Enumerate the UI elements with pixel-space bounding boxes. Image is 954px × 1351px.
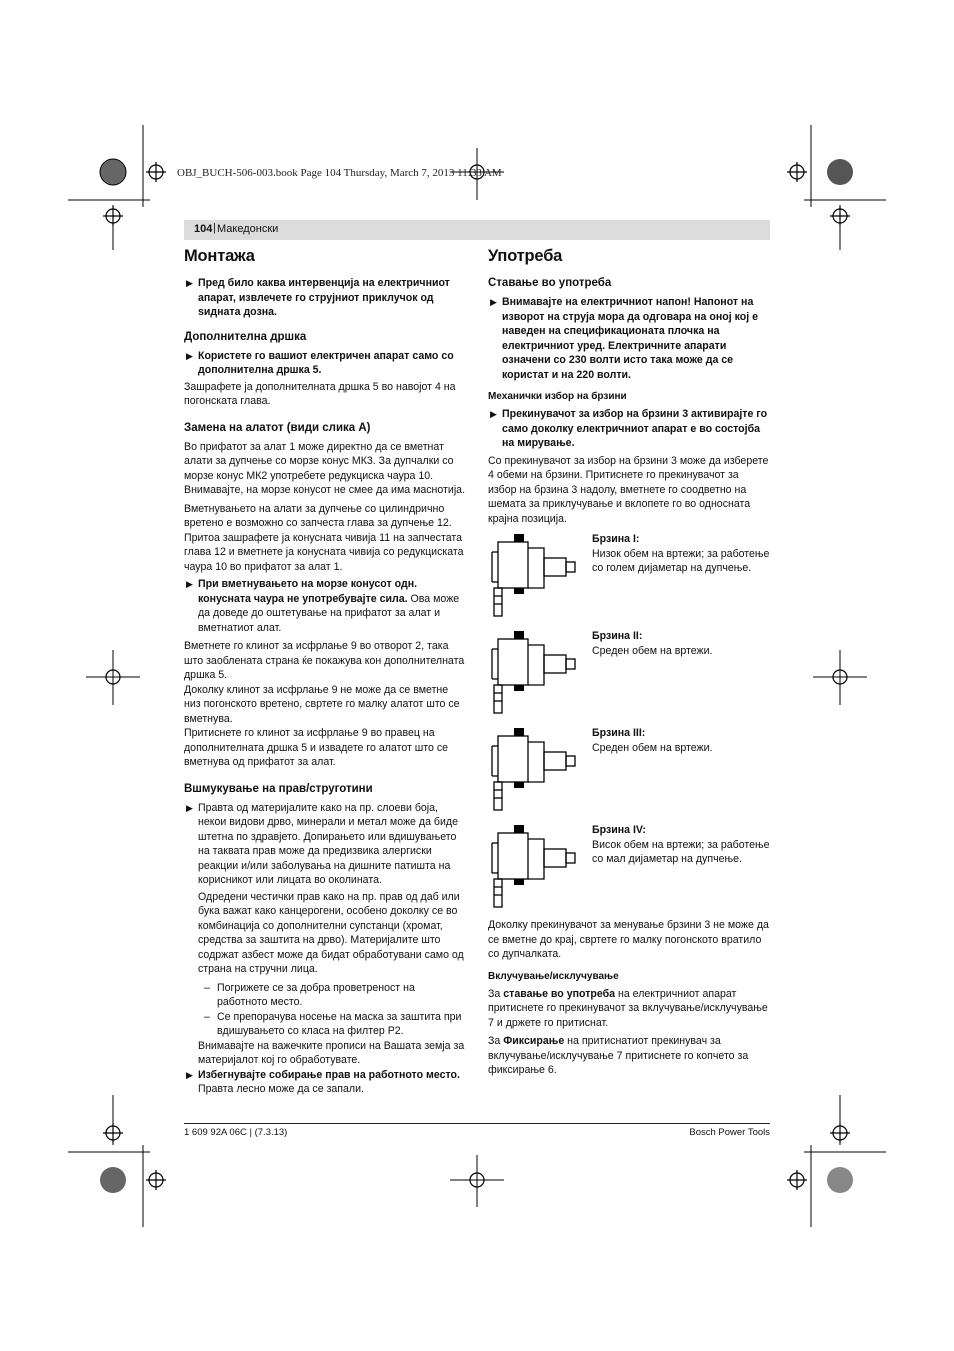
- warning-dust-accumulation: ▶ Избегнувајте собирање прав на работното место. Правта лесно може да се запали.: [186, 1068, 460, 1095]
- heading-dust: Вшмукување на прав/струготини: [184, 782, 373, 795]
- gear-diagram-icon: [488, 631, 580, 715]
- heading-tool-change: Замена на алатот (види слика А): [184, 421, 371, 434]
- warning-no-force: ▶ При вметнувањето на морзе конусот одн. конусната чаура не употребувајте сила. Ова може да доведе до оштетување на прифатот за алат и вметнатиот алат.: [186, 578, 460, 634]
- speed-item-1: [488, 532, 770, 629]
- lock-text: За Фиксирање на притиснатиот прекинувач за вклучување/исклучување 7 притиснете го копчето за фиксирање 6.: [488, 1035, 749, 1076]
- gear-text: Со прекинувачот за избор на брзини 3 може да изберете 4 обеми на брзини. Притиснете го прекинувачот за избор на брзина 3 надолу, вметнете го соодветно на шемата за приклучување и вклопете го во односната крајна позиција.: [488, 454, 769, 525]
- speed-label: Брзина II:: [592, 630, 643, 642]
- gear-diagram-icon: [488, 825, 580, 909]
- heading-gear-selection: Механички избор на брзини: [488, 391, 627, 402]
- warning-voltage: ▶ Внимавајте на електричниот напон! Напонот на изворот на струја мора да одговара на оној кој е наведен на спецификационата плочка на електричниот уред. Електричните апарати означени со 230 волти исто така може да се користат и на 220 волти.: [490, 296, 759, 381]
- tool-text-1: Во прифатот за алат 1 може директно да се вметнат алати за дупчење со морзе конус МК3. За дупчалки со морзе конус МК2 употребете редукциска чаура 10.: [184, 440, 454, 482]
- tool-text-5: Вметнете го клинот за исфрлање 9 во отворот 2, така што заоблената страна ќе покажува кон дополнителната дршка 5.: [184, 640, 465, 681]
- warning-aux-handle: ▶ Користете го вашиот електричен апарат само со дополнителна дршка 5.: [186, 349, 454, 376]
- warning-unplug: ▶ Пред било каква интервенција на електричниот апарат, извлечете го струјниот приклучок од ѕидната дозна.: [186, 277, 450, 318]
- tool-text-3: Вметнувањето на алати за дупчење со цилиндрично вретено е возможно со запчеста глава за дупчење 12.: [184, 502, 452, 529]
- tool-text-2: Внимавајте, на морзе конусот не смее да има маснотија.: [184, 484, 466, 496]
- section-title-operation: Употреба: [488, 247, 563, 265]
- gear-diagram-icon: [488, 728, 580, 812]
- dust-list-item-1: – Погрижете се за добра проветреност на работното место.: [204, 981, 415, 1008]
- left-column: [184, 246, 466, 1099]
- speed-item-4: [488, 823, 770, 920]
- speed-note: Доколку прекинувачот за менување брзини 3 не може да се вметне до крај, свртете го малку погонското вратило со дупчалката.: [488, 919, 769, 960]
- gear-diagram-icon: [488, 534, 580, 618]
- warning-gear-switch: ▶ Прекинувачот за избор на брзини 3 активирајте го само доколку електричниот апарат е во состојба на мирување.: [490, 408, 768, 449]
- tool-text-6: Доколку клинот за исфрлање 9 не може да се вметне низ погонското вретено, свртете го малку алатот што се вметнува.: [184, 683, 460, 725]
- speed-description: Среден обем на вртежи.: [592, 644, 713, 657]
- language-label: Македонски: [217, 223, 279, 235]
- tool-text-4: Притоа зашрафете ја конусната чивија 11 на запчестата глава 12 и вметнете ја конусната чивија со редукциската чаура 10 во прифатот за алат 1.: [184, 531, 464, 573]
- footer-brand: Bosch Power Tools: [689, 1127, 770, 1138]
- footer-rule: [184, 1123, 770, 1124]
- file-info-header: OBJ_BUCH-506-003.book Page 104 Thursday, March 7, 2013 11:33 AM: [177, 167, 502, 179]
- dust-text-3: Внимавајте на важечките прописи на Вашата земја за материјалот кој го обработувате.: [198, 1039, 465, 1066]
- tool-text-7: Притиснете го клинот за исфрлање 9 во правец на дополнителната дршка 5 и извадете го алатот што се вметнува од прифатот за алат.: [184, 727, 449, 768]
- language-bar: 104 Македонски |: [184, 220, 770, 240]
- speed-item-3: [488, 726, 770, 823]
- page-number: 104: [194, 223, 213, 235]
- speed-description: Среден обем на вртежи.: [592, 741, 713, 754]
- heading-aux-handle: Дополнителна дршка: [184, 330, 307, 343]
- speed-label: Брзина IV:: [592, 824, 646, 836]
- right-column: [488, 246, 770, 1078]
- speed-label: Брзина I:: [592, 533, 640, 545]
- heading-start: Ставање во употреба: [488, 277, 612, 289]
- speed-label: Брзина III:: [592, 727, 646, 739]
- heading-on-off: Вклучување/исклучување: [488, 970, 619, 982]
- warning-dust: ▶ Правта од материјалите како на пр. слоеви боја, некои видови дрво, минерали и метал може да биде штетна по здравјето. Допирањето или вдишувањето на таквата прав може да предизвика алергиски реакции и/или заболувања на дишните патишта на корисникот или лицата во околината.: [186, 801, 458, 886]
- dust-text-2: Одредени честички прав како на пр. прав од даб или бука важат како канцерогени, особено доколку се во комбинација со дополнителни супстанци (хромат, средства за заштита на дрво). Материјалите што содржат азбест може да бидат обработувани само од страна на стручни лица.: [198, 890, 464, 975]
- speed-description: Висок обем на вртежи; за работење со мал дијаметар на дупчење.: [592, 838, 770, 865]
- on-off-text: За ставање во употреба на електричниот апарат притиснете го прекинувачот за вклучување/исклучување 7 и држете го притиснат.: [488, 987, 768, 1029]
- speed-item-2: [488, 629, 770, 726]
- aux-handle-text: Зашрафете ја дополнителната дршка 5 во навојот 4 на погонската глава.: [184, 380, 456, 407]
- section-title-montage: Монтажа: [184, 247, 255, 265]
- dust-list-item-2: – Се препорачува носење на маска за заштита при вдишувањето со класа на филтер P2.: [204, 1010, 462, 1037]
- speed-description: Низок обем на вртежи; за работење со голем дијаметар на дупчење.: [592, 547, 770, 574]
- footer-doc-number: 1 609 92A 06C | (7.3.13): [184, 1127, 288, 1138]
